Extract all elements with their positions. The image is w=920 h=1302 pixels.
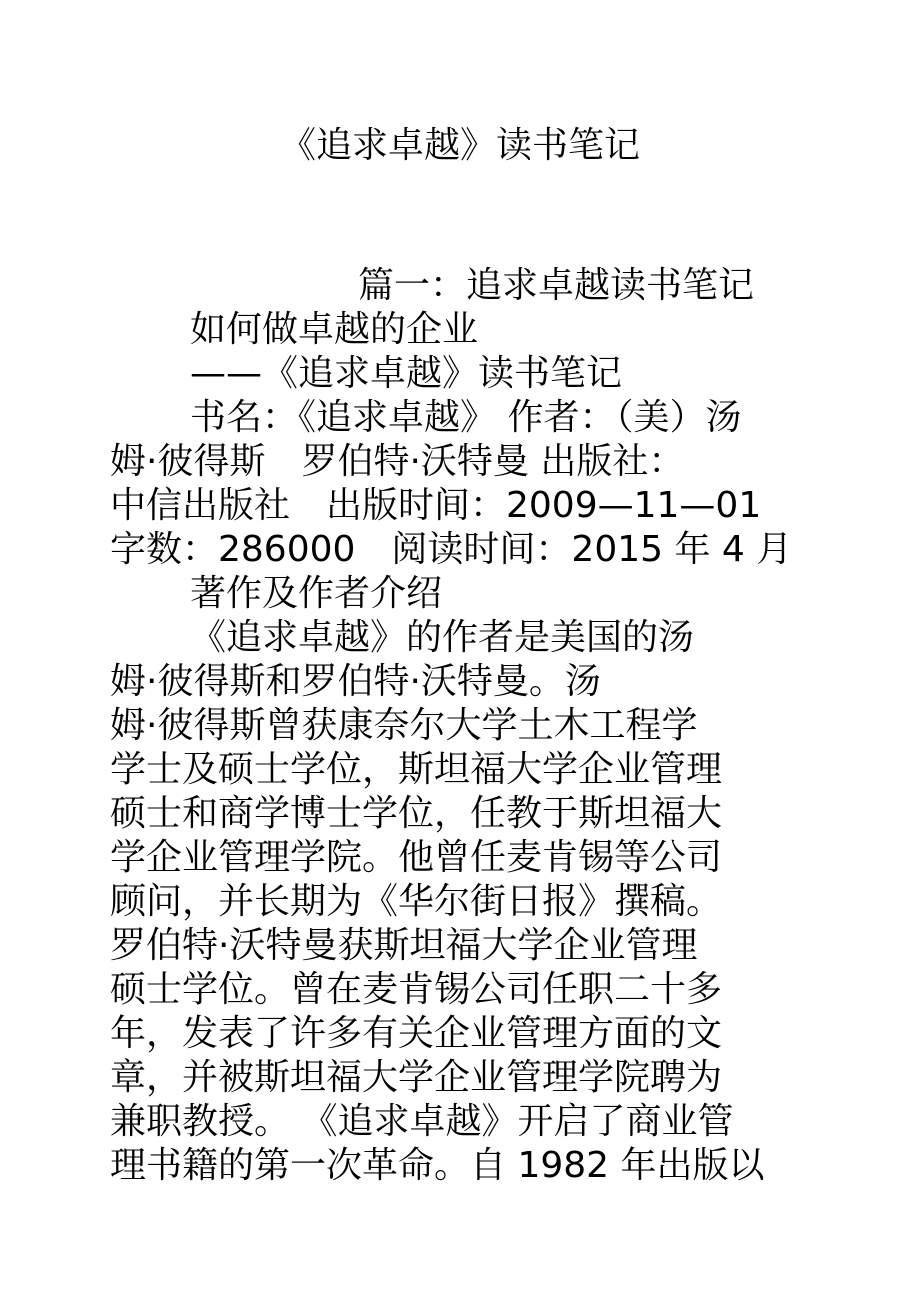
body-line: 学士及硕士学位，斯坦福大学企业管理 bbox=[110, 749, 723, 790]
body-line: 字数：286000 阅读时间：2015 年 4 月 bbox=[110, 529, 793, 570]
body-line: 理书籍的第一次革命。自 1982 年出版以 bbox=[110, 1145, 765, 1186]
body-line: 兼职教授。 《追求卓越》开启了商业管 bbox=[110, 1101, 734, 1142]
body-line: 硕士学位。曾在麦肯锡公司任职二十多 bbox=[110, 969, 723, 1010]
body-line: 姆·彼得斯和罗伯特·沃特曼。汤 bbox=[110, 661, 601, 702]
body-line: ——《追求卓越》读书笔记 bbox=[190, 353, 623, 394]
body-line: 章，并被斯坦福大学企业管理学院聘为 bbox=[110, 1057, 723, 1098]
body-line: 罗伯特·沃特曼获斯坦福大学企业管理 bbox=[110, 925, 698, 966]
body-line: 姆·彼得斯曾获康奈尔大学土木工程学 bbox=[110, 705, 698, 746]
body-line: 《追求卓越》的作者是美国的汤 bbox=[190, 617, 695, 658]
body-line: 年，发表了许多有关企业管理方面的文 bbox=[110, 1013, 723, 1054]
body-line: 中信出版社 出版时间：2009—11—01 bbox=[110, 485, 762, 526]
body-line: 学企业管理学院。他曾任麦肯锡等公司 bbox=[110, 837, 723, 878]
body-line: 硕士和商学博士学位，任教于斯坦福大 bbox=[110, 793, 723, 834]
document-title: 《追求卓越》读书笔记 bbox=[279, 125, 640, 166]
document-body bbox=[110, 264, 810, 1188]
body-line: 姆·彼得斯 罗伯特·沃特曼 出版社： bbox=[110, 441, 685, 482]
body-line: 如何做卓越的企业 bbox=[190, 309, 479, 350]
body-line: 顾问，并长期为《华尔街日报》撰稿。 bbox=[110, 881, 723, 922]
body-line: 书名：《追求卓越》 作者：（美）汤 bbox=[190, 397, 742, 438]
body-line: 著作及作者介绍 bbox=[190, 573, 443, 614]
section-heading: 篇一：追求卓越读书笔记 bbox=[358, 265, 755, 306]
